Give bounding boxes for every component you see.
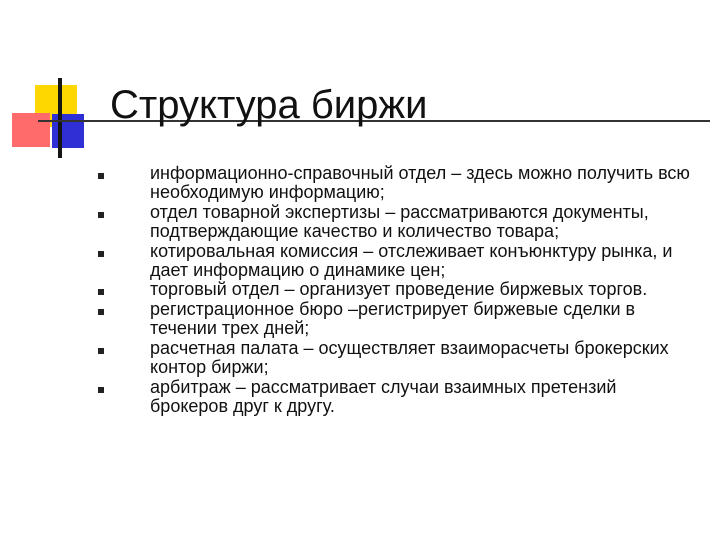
square-bullet-icon — [98, 173, 104, 179]
bullet-text: информационно-справочный отдел – здесь можно получить всю необходимую информацию; — [150, 163, 690, 202]
red-square — [12, 113, 50, 147]
bullet-text: регистрационное бюро –регистрирует биржевые сделки в течении трех дней; — [150, 299, 636, 339]
bullet-text: котировальная комиссия – отслеживает конъюнктуру рынка, и дает информацию о динамике цен; — [150, 240, 673, 280]
bullet-item — [98, 203, 698, 241]
bullet-text: торговый отдел – организует проведение биржевых торгов. — [150, 279, 648, 300]
bullet-text: отдел товарной экспертизы – рассматриваются документы, подтверждающие качество и количество товара; — [150, 201, 649, 241]
bullet-text: расчетная палата – осуществляет взаиморасчеты брокерских контор биржи; — [150, 338, 669, 378]
bullet-item — [98, 164, 698, 202]
bullet-item — [98, 242, 698, 280]
vertical-line — [58, 78, 62, 158]
bullet-text: арбитраж – рассматривает случаи взаимных претензий брокеров друг к другу. — [150, 376, 617, 416]
square-bullet-icon — [98, 289, 104, 295]
bullet-list — [98, 164, 698, 417]
bullet-item — [98, 300, 698, 338]
square-bullet-icon — [98, 212, 104, 218]
bullet-item — [98, 280, 698, 299]
slide-title: Структура биржи — [110, 83, 428, 127]
square-bullet-icon — [98, 348, 104, 354]
bullet-item — [98, 339, 698, 377]
square-bullet-icon — [98, 309, 104, 315]
bullet-item — [98, 378, 698, 416]
square-bullet-icon — [98, 387, 104, 393]
square-bullet-icon — [98, 251, 104, 257]
